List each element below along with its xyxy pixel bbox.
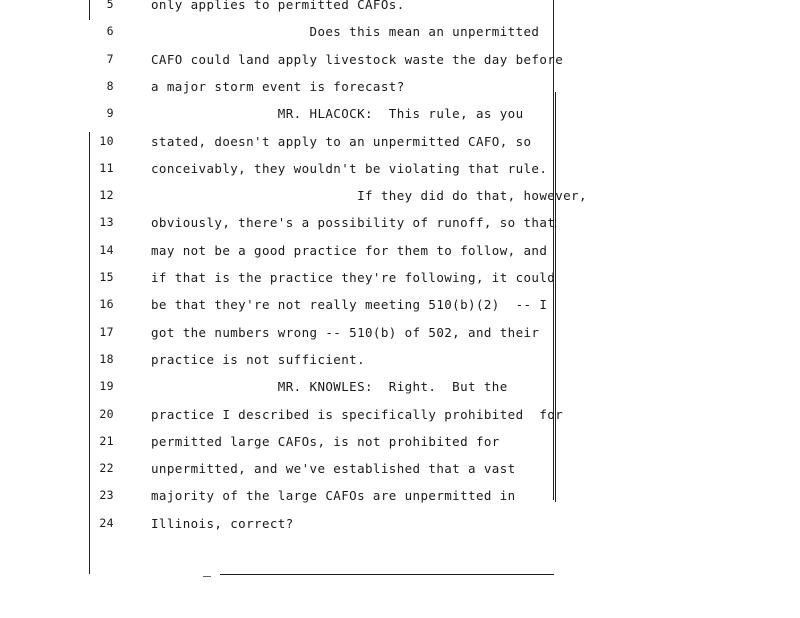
- line-number: 21: [99, 433, 114, 448]
- bottom-tick: [203, 576, 211, 577]
- line-number: 13: [99, 215, 114, 230]
- line-number: 8: [106, 78, 114, 93]
- line-text: got the numbers wrong -- 510(b) of 502, and their: [151, 324, 540, 340]
- line-number: 6: [106, 24, 114, 39]
- line-text: may not be a good practice for them to follow, and: [151, 242, 548, 258]
- line-number: 22: [99, 461, 114, 476]
- line-number: 24: [99, 515, 114, 530]
- transcript-line: [0, 128, 560, 155]
- line-text: stated, doesn't apply to an unpermitted CAFO, so: [151, 133, 532, 149]
- line-text: practice I described is specifically prohibited for: [151, 406, 564, 422]
- line-number: 20: [99, 406, 114, 421]
- transcript-line: [0, 237, 560, 264]
- transcript-line: [0, 291, 560, 318]
- line-number: 12: [99, 188, 114, 203]
- line-text: unpermitted, and we've established that a vast: [151, 461, 516, 477]
- line-text: MR. KNOWLES: Right. But the: [151, 379, 508, 395]
- transcript-line: [0, 155, 560, 182]
- line-text: Does this mean an unpermitted: [151, 24, 540, 40]
- transcript-line: [0, 18, 560, 45]
- transcript-line: [0, 264, 560, 291]
- transcript-line: [0, 46, 564, 73]
- line-number: 10: [99, 133, 114, 148]
- line-number: 19: [99, 379, 114, 394]
- line-number: 11: [99, 160, 114, 175]
- bottom-rule: [220, 574, 554, 575]
- line-number: 14: [99, 242, 114, 257]
- transcript-line: [0, 455, 560, 482]
- transcript-line: [0, 401, 564, 428]
- line-number: 9: [106, 106, 114, 121]
- line-text: MR. HLACOCK: This rule, as you: [151, 106, 524, 122]
- line-number: 18: [99, 351, 114, 366]
- transcript-line: [0, 0, 560, 18]
- transcript-line: [0, 373, 560, 400]
- transcript-line: [0, 100, 560, 127]
- line-number: 17: [99, 324, 114, 339]
- transcript-line: [0, 428, 560, 455]
- line-text: If they did do that, however,: [151, 188, 587, 204]
- line-number: 23: [99, 488, 114, 503]
- line-number: 15: [99, 270, 114, 284]
- line-text: Illinois, correct?: [151, 515, 294, 531]
- line-text: be that they're not really meeting 510(b)(2) -- I: [151, 297, 548, 313]
- line-text: majority of the large CAFOs are unpermitted in: [151, 488, 516, 504]
- line-text: a major storm event is forecast?: [151, 78, 405, 94]
- line-text: if that is the practice they're following, it could: [151, 270, 556, 285]
- line-number: 7: [106, 51, 114, 66]
- line-number: 5: [106, 0, 114, 11]
- line-text: conceivably, they wouldn't be violating that rule.: [151, 160, 548, 176]
- line-text: practice is not sufficient.: [151, 351, 365, 367]
- line-number: 16: [99, 297, 114, 312]
- line-text: obviously, there's a possibility of runoff, so that: [151, 215, 556, 231]
- transcript-line: [0, 319, 560, 346]
- line-text: permitted large CAFOs, is not prohibited for: [151, 433, 500, 449]
- transcript-line: [0, 482, 560, 509]
- transcript-line: [0, 182, 587, 209]
- line-text: CAFO could land apply livestock waste the day before: [151, 51, 564, 67]
- transcript-line: [0, 209, 560, 236]
- line-text: only applies to permitted CAFOs.: [151, 0, 405, 12]
- transcript-line: [0, 73, 560, 100]
- transcript-line: [0, 510, 560, 537]
- transcript-line: [0, 346, 560, 373]
